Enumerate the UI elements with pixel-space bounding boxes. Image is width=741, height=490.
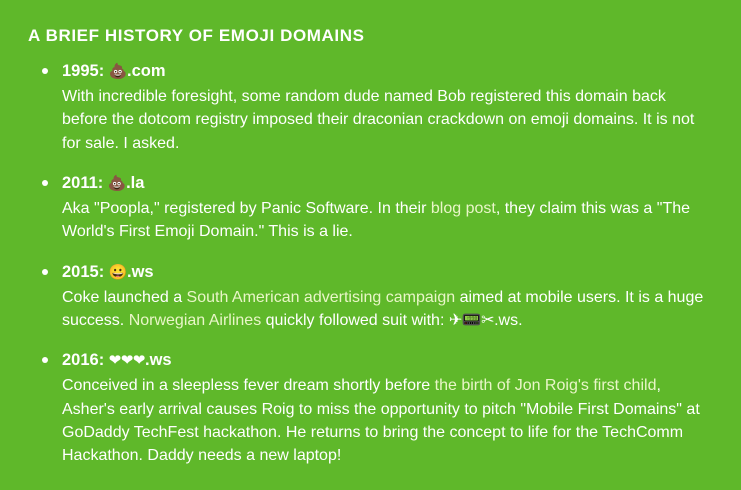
body-text: Aka "Poopla," registered by Panic Software. In their: [62, 199, 431, 217]
body-text: aimed at mobile users. It is a huge success.: [62, 288, 704, 329]
body-text: , they claim this was a "The World's First Emoji Domain." This is a lie.: [62, 199, 691, 241]
list-item: [28, 261, 711, 333]
entry-heading: [62, 349, 711, 373]
entry-heading: [62, 172, 711, 196]
bullet-icon: [42, 180, 48, 186]
list-item: [28, 60, 711, 155]
domain-emoji: 💩: [108, 63, 127, 80]
norwegian-airlines-link[interactable]: Norwegian Airlines: [128, 311, 262, 329]
list-item: [28, 172, 711, 244]
list-item: [28, 349, 711, 467]
domain-tld: .com: [126, 62, 166, 80]
domain-emoji: ❤❤❤: [108, 352, 146, 370]
entry-heading: [62, 60, 711, 84]
entry-heading: [62, 261, 711, 285]
bullet-icon: [42, 68, 48, 74]
entry-year: 2011:: [62, 174, 104, 192]
entry-year: 1995:: [62, 62, 105, 80]
entry-year: 2016:: [62, 351, 105, 370]
emoji-domain-history-list: [28, 60, 711, 468]
domain-emoji: 💩: [107, 175, 127, 192]
entry-body: [62, 374, 707, 467]
entry-body: [62, 197, 707, 244]
domain-tld: .la: [126, 174, 145, 192]
airline-emoji-domain: ✈📟✂: [448, 311, 495, 329]
entry-body: [62, 286, 707, 333]
birth-announcement-link[interactable]: the birth of Jon Roig's first child: [434, 377, 657, 395]
body-text: , Asher's early arrival causes Roig to miss the opportunity to pitch "Mobile First Domains" at GoDaddy TechFest hackathon. He returns to bring the concept to life for the TechComm Hackathon. Daddy needs a new laptop!: [62, 377, 700, 465]
entry-year: 2015:: [62, 262, 105, 281]
domain-tld: .ws: [126, 262, 154, 281]
coke-campaign-link[interactable]: South American advertising campaign: [186, 288, 456, 306]
body-text: .ws.: [494, 311, 523, 329]
body-text: Coke launched a: [62, 288, 187, 306]
page-title: A BRIEF HISTORY OF EMOJI DOMAINS: [28, 26, 365, 45]
bullet-icon: [42, 269, 48, 275]
blog-post-link[interactable]: blog post: [430, 199, 496, 217]
bullet-icon: [42, 357, 48, 363]
body-text: Conceived in a sleepless fever dream shortly before: [62, 377, 435, 395]
domain-emoji: 😀: [108, 263, 127, 281]
body-text: With incredible foresight, some random dude named Bob registered this domain back before the dotcom registry imposed their draconian crackdown on emoji domains. It is not for sale. I asked.: [62, 87, 695, 152]
body-text: quickly followed suit with:: [261, 311, 449, 329]
entry-body: [62, 85, 707, 155]
domain-tld: .ws: [145, 351, 172, 370]
